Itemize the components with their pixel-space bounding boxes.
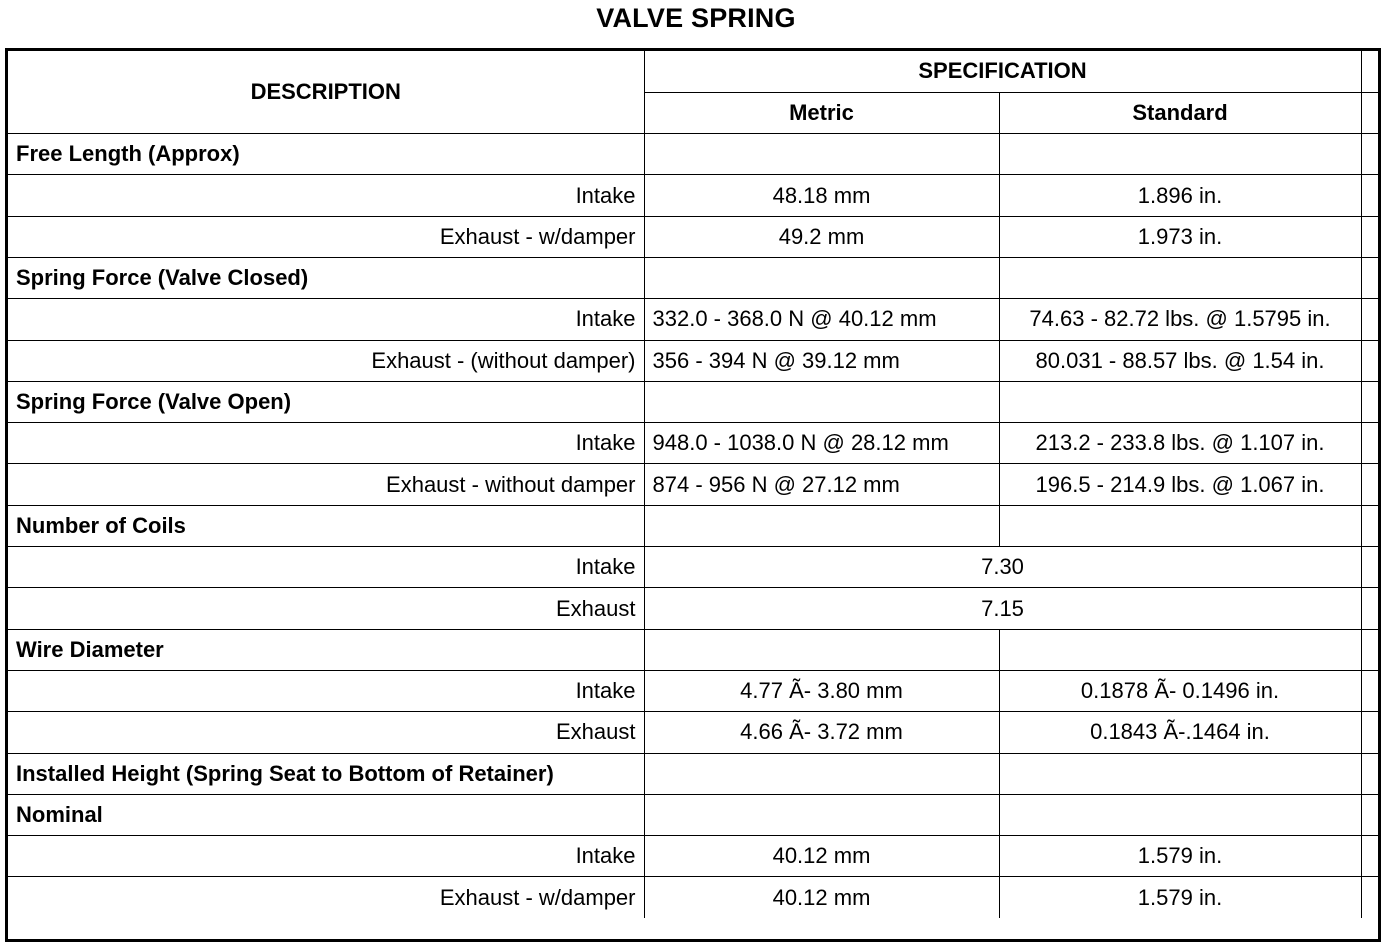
row-label: Exhaust - w/damper <box>8 877 644 918</box>
table-row <box>8 340 1378 381</box>
table-row <box>8 588 1378 629</box>
table-row <box>8 547 1378 588</box>
edge-cell <box>1361 505 1378 546</box>
metric-value: 40.12 mm <box>644 877 999 918</box>
edge-cell <box>1361 92 1378 133</box>
empty-cell <box>999 505 1361 546</box>
standard-value: 1.579 in. <box>999 836 1361 877</box>
table-row <box>8 712 1378 753</box>
row-label: Intake <box>8 299 644 340</box>
table-row-group <box>8 794 1378 835</box>
standard-value: 1.579 in. <box>999 877 1361 918</box>
row-label: Intake <box>8 836 644 877</box>
group-label: Spring Force (Valve Closed) <box>8 257 644 298</box>
edge-cell <box>1361 175 1378 216</box>
edge-cell <box>1361 299 1378 340</box>
header-specification: SPECIFICATION <box>644 51 1361 92</box>
edge-cell <box>1361 877 1378 918</box>
metric-value: 356 - 394 N @ 39.12 mm <box>644 340 999 381</box>
metric-value: 40.12 mm <box>644 836 999 877</box>
metric-value: 948.0 - 1038.0 N @ 28.12 mm <box>644 423 999 464</box>
table-row-group <box>8 134 1378 175</box>
metric-value: 4.66 Ã- 3.72 mm <box>644 712 999 753</box>
metric-value: 48.18 mm <box>644 175 999 216</box>
standard-value: 196.5 - 214.9 lbs. @ 1.067 in. <box>999 464 1361 505</box>
edge-cell <box>1361 257 1378 298</box>
group-label: Free Length (Approx) <box>8 134 644 175</box>
edge-cell <box>1361 134 1378 175</box>
edge-cell <box>1361 381 1378 422</box>
header-row-top <box>8 51 1378 92</box>
empty-cell <box>644 257 999 298</box>
header-description: DESCRIPTION <box>8 51 644 134</box>
table-row <box>8 836 1378 877</box>
edge-cell <box>1361 794 1378 835</box>
standard-value: 0.1878 Ã- 0.1496 in. <box>999 670 1361 711</box>
row-label: Exhaust <box>8 712 644 753</box>
spanned-value: 7.15 <box>644 588 1361 629</box>
table-row <box>8 175 1378 216</box>
row-label: Exhaust - w/damper <box>8 216 644 257</box>
edge-cell <box>1361 464 1378 505</box>
row-label: Intake <box>8 423 644 464</box>
table-row <box>8 877 1378 918</box>
edge-cell <box>1361 423 1378 464</box>
group-label: Nominal <box>8 794 644 835</box>
row-label: Intake <box>8 175 644 216</box>
valve-spring-spec-table <box>8 51 1379 918</box>
edge-cell <box>1361 670 1378 711</box>
row-label: Intake <box>8 547 644 588</box>
empty-cell <box>999 794 1361 835</box>
empty-cell <box>644 753 999 794</box>
edge-cell <box>1361 340 1378 381</box>
table-row <box>8 216 1378 257</box>
edge-cell <box>1361 629 1378 670</box>
edge-cell <box>1361 547 1378 588</box>
empty-cell <box>644 794 999 835</box>
header-metric: Metric <box>644 92 999 133</box>
edge-cell <box>1361 836 1378 877</box>
metric-value: 332.0 - 368.0 N @ 40.12 mm <box>644 299 999 340</box>
empty-cell <box>999 381 1361 422</box>
edge-cell <box>1361 216 1378 257</box>
empty-cell <box>999 134 1361 175</box>
table-row <box>8 299 1378 340</box>
header-standard: Standard <box>999 92 1361 133</box>
empty-cell <box>999 629 1361 670</box>
empty-cell <box>644 134 999 175</box>
empty-cell <box>644 381 999 422</box>
group-label: Number of Coils <box>8 505 644 546</box>
table-row <box>8 423 1378 464</box>
empty-cell <box>644 505 999 546</box>
group-label: Installed Height (Spring Seat to Bottom of Retainer) <box>8 753 644 794</box>
metric-value: 874 - 956 N @ 27.12 mm <box>644 464 999 505</box>
table-row-group <box>8 505 1378 546</box>
group-label: Spring Force (Valve Open) <box>8 381 644 422</box>
row-label: Exhaust <box>8 588 644 629</box>
edge-cell <box>1361 588 1378 629</box>
standard-value: 213.2 - 233.8 lbs. @ 1.107 in. <box>999 423 1361 464</box>
table-row-group <box>8 629 1378 670</box>
edge-cell <box>1361 753 1378 794</box>
row-label: Exhaust - without damper <box>8 464 644 505</box>
row-label: Intake <box>8 670 644 711</box>
edge-cell <box>1361 51 1378 92</box>
empty-cell <box>999 753 1361 794</box>
standard-value: 74.63 - 82.72 lbs. @ 1.5795 in. <box>999 299 1361 340</box>
spanned-value: 7.30 <box>644 547 1361 588</box>
empty-cell <box>644 629 999 670</box>
table-row <box>8 670 1378 711</box>
row-label: Exhaust - (without damper) <box>8 340 644 381</box>
metric-value: 4.77 Ã- 3.80 mm <box>644 670 999 711</box>
metric-value: 49.2 mm <box>644 216 999 257</box>
standard-value: 1.896 in. <box>999 175 1361 216</box>
page-title: VALVE SPRING <box>596 3 796 33</box>
standard-value: 80.031 - 88.57 lbs. @ 1.54 in. <box>999 340 1361 381</box>
table-row <box>8 464 1378 505</box>
standard-value: 1.973 in. <box>999 216 1361 257</box>
table-row-group <box>8 381 1378 422</box>
standard-value: 0.1843 Ã-.1464 in. <box>999 712 1361 753</box>
spec-table-frame <box>5 48 1381 942</box>
edge-cell <box>1361 712 1378 753</box>
table-row-group <box>8 753 1378 794</box>
table-row-group <box>8 257 1378 298</box>
empty-cell <box>999 257 1361 298</box>
group-label: Wire Diameter <box>8 629 644 670</box>
